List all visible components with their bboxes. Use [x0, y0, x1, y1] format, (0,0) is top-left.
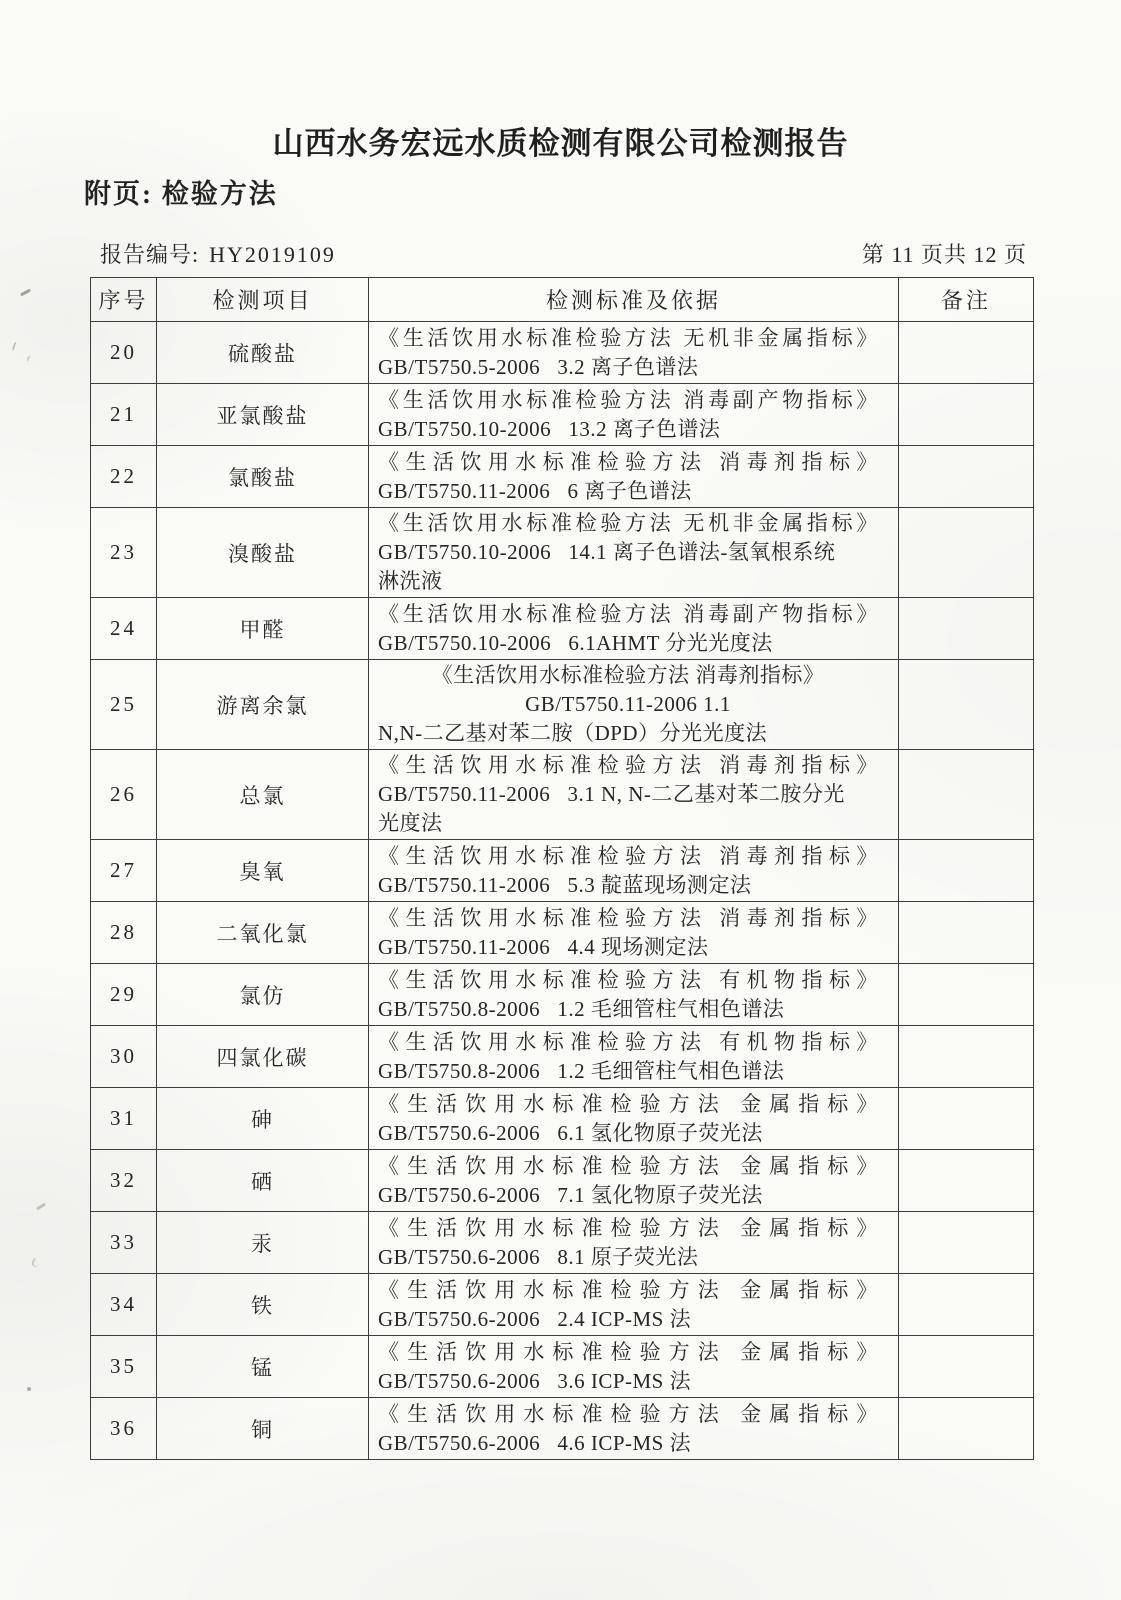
method-line: GB/T5750.8-2006 1.2 毛细管柱气相色谱法 — [378, 996, 785, 1021]
cell-note — [899, 1336, 1034, 1398]
cell-serial-number: 22 — [91, 446, 157, 508]
cell-test-standard — [369, 508, 899, 598]
method-line: 《 生 活 饮 用 水 标 准 检 验 方 法 有 机 物 指 标 》 — [378, 967, 878, 992]
cell-serial-number: 20 — [91, 322, 157, 384]
cell-note — [899, 750, 1034, 840]
method-line: GB/T5750.6-2006 4.6 ICP-MS 法 — [378, 1430, 692, 1455]
cell-test-item: 锰 — [157, 1336, 369, 1398]
table-row — [91, 598, 1034, 660]
method-line: GB/T5750.6-2006 2.4 ICP-MS 法 — [378, 1306, 692, 1331]
cell-note — [899, 840, 1034, 902]
method-line: 《 生 活 饮 用 水 标 准 检 验 方 法 无 机 非 金 属 指 标 》 — [378, 511, 878, 535]
cell-test-item: 硒 — [157, 1150, 369, 1212]
page-indicator: 第 11 页共 12 页 — [861, 242, 1027, 267]
table-row — [91, 840, 1034, 902]
table-row — [91, 1398, 1034, 1460]
cell-note — [899, 384, 1034, 446]
cell-serial-number: 27 — [91, 840, 157, 902]
cell-test-standard — [369, 1398, 899, 1460]
method-line: 《 生 活 饮 用 水 标 准 检 验 方 法 金 属 指 标 》 — [378, 1215, 878, 1240]
cell-serial-number: 33 — [91, 1212, 157, 1274]
cell-test-standard — [369, 750, 899, 840]
table-row — [91, 446, 1034, 508]
cell-test-standard — [369, 660, 899, 750]
cell-test-item: 铁 — [157, 1274, 369, 1336]
cell-test-item: 二氧化氯 — [157, 902, 369, 964]
cell-serial-number: 36 — [91, 1398, 157, 1460]
scan-mark — [27, 1387, 31, 1391]
cell-note — [899, 964, 1034, 1026]
cell-serial-number: 35 — [91, 1336, 157, 1398]
cell-note — [899, 1026, 1034, 1088]
cell-note — [899, 660, 1034, 750]
table-row — [91, 750, 1034, 840]
table-row — [91, 1336, 1034, 1398]
method-line: 《 生 活 饮 用 水 标 准 检 验 方 法 消 毒 剂 指 标 》 — [378, 905, 878, 930]
method-line: 《 生 活 饮 用 水 标 准 检 验 方 法 消 毒 副 产 物 指 标 》 — [378, 601, 878, 626]
table-row — [91, 964, 1034, 1026]
cell-note — [899, 446, 1034, 508]
cell-test-item: 总氯 — [157, 750, 369, 840]
method-line: GB/T5750.5-2006 3.2 离子色谱法 — [378, 354, 699, 379]
report-number-label: 报告编号: — [100, 242, 200, 267]
cell-test-item: 氯仿 — [157, 964, 369, 1026]
table-row — [91, 322, 1034, 384]
column-header-note: 备注 — [899, 278, 1034, 322]
cell-note — [899, 322, 1034, 384]
method-line: GB/T5750.10-2006 6.1AHMT 分光光度法 — [378, 630, 773, 655]
scan-mark — [31, 1257, 40, 1267]
method-line: GB/T5750.11-2006 3.1 N, N-二乙基对苯二胺分光 — [378, 782, 845, 806]
scan-mark — [20, 289, 31, 297]
method-line: GB/T5750.11-2006 6 离子色谱法 — [378, 478, 692, 503]
cell-test-item: 硫酸盐 — [157, 322, 369, 384]
table-row — [91, 1026, 1034, 1088]
report-number — [100, 238, 336, 269]
method-line: N,N-二乙基对苯二胺（DPD）分光光度法 — [378, 721, 768, 745]
method-line: 光度法 — [378, 811, 443, 835]
cell-test-item: 臭氧 — [157, 840, 369, 902]
cell-test-standard — [369, 1212, 899, 1274]
cell-test-standard — [369, 1026, 899, 1088]
cell-test-standard — [369, 1274, 899, 1336]
method-line: 《生活饮用水标准检验方法 消毒剂指标》 — [431, 663, 825, 687]
column-header-standard: 检测标准及依据 — [369, 278, 899, 322]
cell-test-standard — [369, 1150, 899, 1212]
cell-test-item: 甲醛 — [157, 598, 369, 660]
cell-note — [899, 902, 1034, 964]
method-line: 《 生 活 饮 用 水 标 准 检 验 方 法 消 毒 剂 指 标 》 — [378, 843, 878, 868]
scan-mark — [12, 342, 19, 352]
method-line: 《 生 活 饮 用 水 标 准 检 验 方 法 金 属 指 标 》 — [378, 1091, 878, 1116]
method-line: 《 生 活 饮 用 水 标 准 检 验 方 法 消 毒 副 产 物 指 标 》 — [378, 387, 878, 412]
cell-note — [899, 1212, 1034, 1274]
column-header-item: 检测项目 — [157, 278, 369, 322]
method-line: GB/T5750.11-2006 4.4 现场测定法 — [378, 934, 709, 959]
cell-test-standard — [369, 384, 899, 446]
cell-test-item: 游离余氯 — [157, 660, 369, 750]
cell-serial-number: 31 — [91, 1088, 157, 1150]
method-line: 《 生 活 饮 用 水 标 准 检 验 方 法 无 机 非 金 属 指 标 》 — [378, 325, 878, 350]
cell-test-standard — [369, 1088, 899, 1150]
method-line: 《 生 活 饮 用 水 标 准 检 验 方 法 金 属 指 标 》 — [378, 1401, 878, 1426]
cell-test-item: 铜 — [157, 1398, 369, 1460]
method-line: 《 生 活 饮 用 水 标 准 检 验 方 法 金 属 指 标 》 — [378, 1153, 878, 1178]
table-row — [91, 1150, 1034, 1212]
meta-row — [100, 238, 1027, 269]
report-number-value: HY2019109 — [209, 242, 336, 267]
cell-test-item: 四氯化碳 — [157, 1026, 369, 1088]
method-line: GB/T5750.10-2006 13.2 离子色谱法 — [378, 416, 721, 441]
method-line: GB/T5750.11-2006 5.3 靛蓝现场测定法 — [378, 872, 752, 897]
cell-test-standard — [369, 322, 899, 384]
cell-test-standard — [369, 598, 899, 660]
cell-test-item: 砷 — [157, 1088, 369, 1150]
cell-test-item: 汞 — [157, 1212, 369, 1274]
cell-note — [899, 1088, 1034, 1150]
cell-serial-number: 26 — [91, 750, 157, 840]
table-row — [91, 508, 1034, 598]
cell-serial-number: 23 — [91, 508, 157, 598]
cell-serial-number: 30 — [91, 1026, 157, 1088]
table-row — [91, 660, 1034, 750]
cell-test-item: 溴酸盐 — [157, 508, 369, 598]
cell-serial-number: 24 — [91, 598, 157, 660]
cell-note — [899, 1150, 1034, 1212]
cell-note — [899, 1274, 1034, 1336]
method-line: GB/T5750.8-2006 1.2 毛细管柱气相色谱法 — [378, 1058, 785, 1083]
methods-table-body — [91, 322, 1034, 1460]
table-row — [91, 1212, 1034, 1274]
cell-serial-number: 29 — [91, 964, 157, 1026]
cell-test-item: 氯酸盐 — [157, 446, 369, 508]
cell-test-standard — [369, 1336, 899, 1398]
cell-test-standard — [369, 840, 899, 902]
page-title: 山西水务宏远水质检测有限公司检测报告 — [272, 126, 849, 161]
cell-note — [899, 1398, 1034, 1460]
cell-serial-number: 21 — [91, 384, 157, 446]
cell-test-item: 亚氯酸盐 — [157, 384, 369, 446]
appendix-label: 附页: 检验方法 — [84, 179, 278, 209]
method-line: GB/T5750.6-2006 3.6 ICP-MS 法 — [378, 1368, 692, 1393]
scan-mark — [36, 1203, 46, 1211]
method-line: 《 生 活 饮 用 水 标 准 检 验 方 法 消 毒 剂 指 标 》 — [378, 449, 878, 474]
method-line: GB/T5750.6-2006 8.1 原子荧光法 — [378, 1244, 699, 1269]
method-line: 淋洗液 — [378, 569, 443, 593]
cell-note — [899, 508, 1034, 598]
table-row — [91, 384, 1034, 446]
test-methods-table — [90, 277, 1034, 1460]
cell-serial-number: 34 — [91, 1274, 157, 1336]
column-header-no: 序号 — [91, 278, 157, 322]
cell-serial-number: 25 — [91, 660, 157, 750]
scan-mark — [26, 355, 33, 363]
method-line: 《 生 活 饮 用 水 标 准 检 验 方 法 金 属 指 标 》 — [378, 1339, 878, 1364]
method-line: GB/T5750.6-2006 7.1 氢化物原子荧光法 — [378, 1182, 763, 1207]
cell-note — [899, 598, 1034, 660]
method-line: GB/T5750.10-2006 14.1 离子色谱法-氢氧根系统 — [378, 540, 836, 564]
cell-serial-number: 32 — [91, 1150, 157, 1212]
method-line: 《 生 活 饮 用 水 标 准 检 验 方 法 有 机 物 指 标 》 — [378, 1029, 878, 1054]
method-line: GB/T5750.6-2006 6.1 氢化物原子荧光法 — [378, 1120, 763, 1145]
cell-serial-number: 28 — [91, 902, 157, 964]
table-row — [91, 1274, 1034, 1336]
cell-test-standard — [369, 902, 899, 964]
table-row — [91, 902, 1034, 964]
cell-test-standard — [369, 964, 899, 1026]
table-header-row — [91, 278, 1034, 322]
method-line: 《 生 活 饮 用 水 标 准 检 验 方 法 金 属 指 标 》 — [378, 1277, 878, 1302]
table-row — [91, 1088, 1034, 1150]
method-line: GB/T5750.11-2006 1.1 — [525, 692, 731, 716]
cell-test-standard — [369, 446, 899, 508]
method-line: 《 生 活 饮 用 水 标 准 检 验 方 法 消 毒 剂 指 标 》 — [378, 753, 878, 777]
